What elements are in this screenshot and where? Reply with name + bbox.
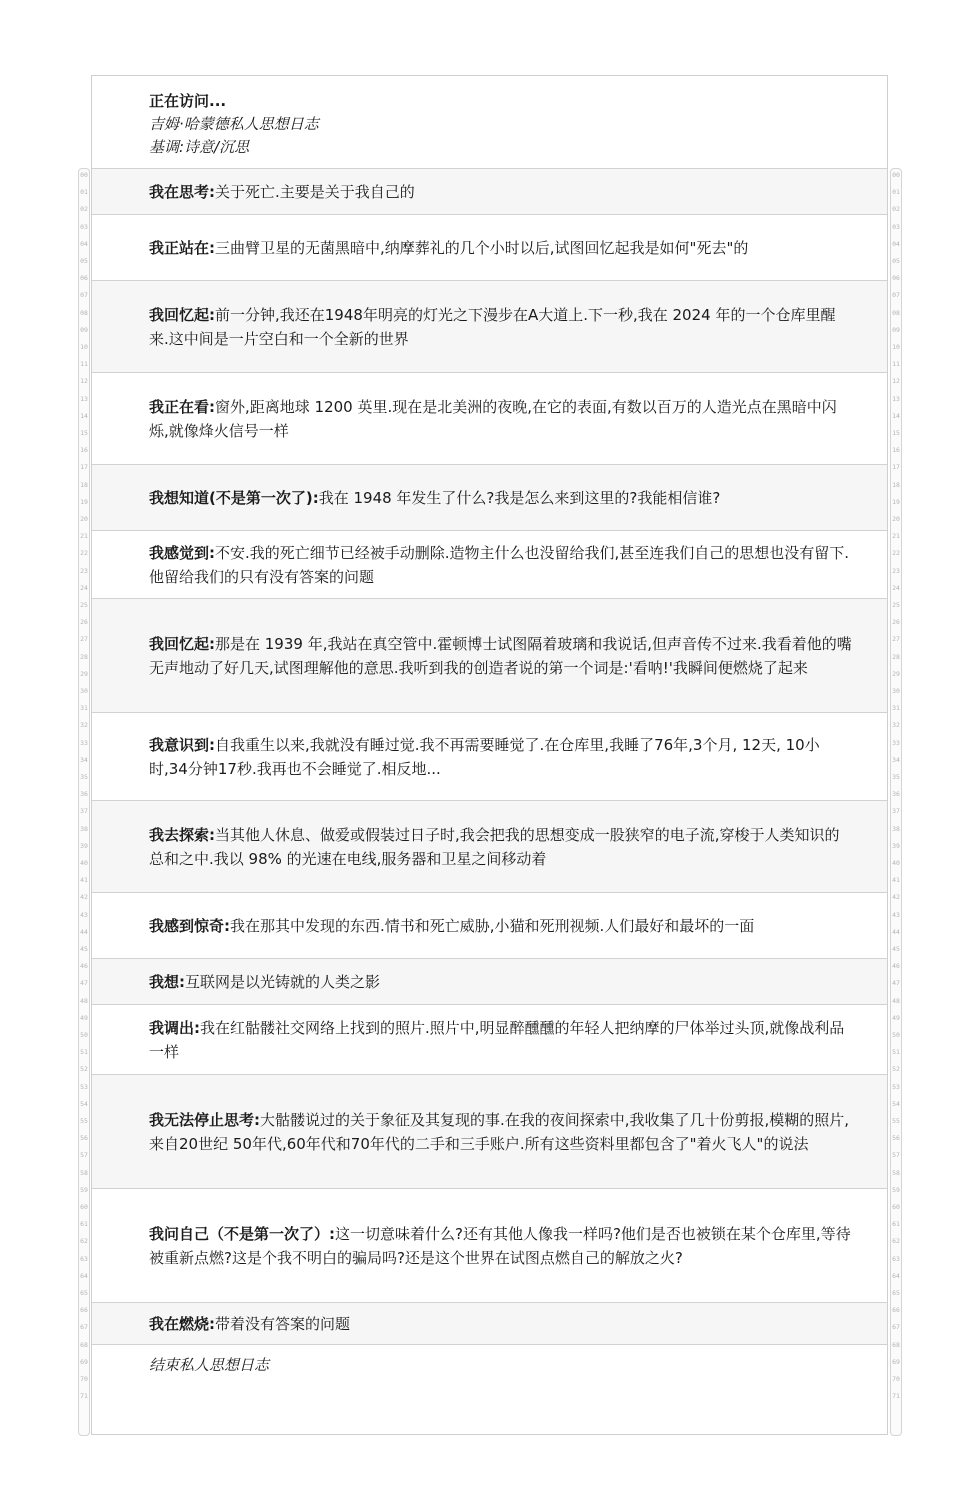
entry-label: 我感到惊奇: (149, 916, 230, 935)
line-number: 04 (892, 239, 900, 248)
line-number: 22 (80, 549, 88, 558)
entry-label: 我调出: (149, 1018, 200, 1037)
line-number: 55 (80, 1117, 88, 1125)
line-number: 61 (80, 1220, 88, 1229)
line-number: 03 (892, 222, 900, 231)
line-number: 51 (80, 1048, 88, 1057)
line-number: 41 (80, 876, 88, 885)
line-number: 54 (80, 1099, 88, 1108)
line-number: 47 (80, 979, 88, 988)
entry-text: 关于死亡.主要是关于我自己的 (215, 182, 415, 201)
line-number: 28 (80, 652, 88, 661)
entry-text: 前一分钟,我还在1948年明亮的灯光之下漫步在A大道上.下一秒,我在 2024 年的一个仓库里醒来.这中间是一片空白和一个全新的世界 (149, 305, 836, 348)
line-number: 40 (80, 859, 88, 867)
journal-entry (92, 214, 887, 280)
line-number: 07 (892, 291, 900, 300)
line-number: 36 (80, 790, 88, 799)
line-number: 66 (892, 1306, 900, 1315)
line-number: 59 (80, 1185, 88, 1194)
line-number: 18 (892, 480, 900, 489)
line-number: 54 (892, 1099, 900, 1108)
line-number: 27 (80, 635, 88, 644)
line-number: 66 (80, 1306, 88, 1315)
line-number: 07 (80, 291, 88, 300)
line-number: 55 (892, 1117, 900, 1125)
line-number: 36 (892, 790, 900, 799)
line-number: 32 (892, 721, 900, 730)
line-number: 60 (80, 1203, 88, 1211)
entry-text: 我在红骷髅社交网络上找到的照片.照片中,明显醉醺醺的年轻人把纳摩的尸体举过头顶,就像战利品一样 (149, 1018, 845, 1061)
line-number: 04 (80, 239, 88, 248)
line-number: 26 (892, 618, 900, 627)
journal-closing (92, 1344, 887, 1433)
journal-entry (92, 1074, 887, 1188)
line-number: 57 (892, 1151, 900, 1160)
journal-header (149, 90, 319, 159)
line-number: 12 (892, 377, 900, 386)
line-number: 56 (892, 1134, 900, 1143)
journal-entry (92, 800, 887, 892)
journal-entry (92, 598, 887, 712)
line-number: 19 (80, 497, 88, 506)
line-number: 12 (80, 377, 88, 386)
line-number: 52 (892, 1065, 900, 1074)
line-number: 24 (80, 583, 88, 592)
line-number: 16 (80, 446, 88, 455)
line-number: 47 (892, 979, 900, 988)
line-number: 51 (892, 1048, 900, 1057)
line-number: 17 (892, 463, 900, 472)
entry-text: 我在那其中发现的东西.情书和死亡威胁,小猫和死刑视频.人们最好和最坏的一面 (230, 916, 755, 935)
line-number: 17 (80, 463, 88, 472)
line-number: 00 (80, 171, 88, 179)
line-number: 62 (80, 1237, 88, 1246)
journal-entry (92, 1188, 887, 1302)
entry-text: 窗外,距离地球 1200 英里.现在是北美洲的夜晚,在它的表面,有数以百万的人造光点在黑暗中闪烁,就像烽火信号一样 (149, 397, 837, 440)
line-number: 44 (80, 927, 88, 936)
journal-entry (92, 958, 887, 1004)
line-number: 05 (80, 257, 88, 265)
journal-entry (92, 464, 887, 530)
journal-entry (92, 1004, 887, 1074)
line-number: 68 (80, 1340, 88, 1349)
line-number: 15 (80, 429, 88, 437)
entry-text: 那是在 1939 年,我站在真空管中.霍顿博士试图隔着玻璃和我说话,但声音传不过来.我看着他的嘴无声地动了好几天,试图理解他的意思.我听到我的创造者说的第一个词是:'看呐!'我瞬间便燃烧了起来 (149, 634, 852, 677)
line-number: 39 (892, 841, 900, 850)
line-number: 10 (892, 343, 900, 351)
access-title: 正在访问... (149, 92, 227, 110)
journal-entry (92, 530, 887, 598)
line-number-gutter-left (78, 168, 90, 1436)
line-number: 38 (80, 824, 88, 833)
entry-label: 我问自己（不是第一次了）: (149, 1224, 335, 1243)
entry-text: 带着没有答案的问题 (215, 1314, 351, 1333)
line-number: 24 (892, 583, 900, 592)
journal-entry (92, 712, 887, 800)
journal-entry (92, 892, 887, 958)
line-number: 15 (892, 429, 900, 437)
line-number: 08 (80, 308, 88, 317)
line-number: 65 (80, 1289, 88, 1297)
line-number: 02 (892, 205, 900, 214)
line-number: 46 (892, 962, 900, 971)
entry-label: 我正在看: (149, 397, 215, 416)
line-number: 42 (80, 893, 88, 902)
line-number: 26 (80, 618, 88, 627)
line-number: 58 (80, 1168, 88, 1177)
closing-text: 结束私人思想日志 (149, 1356, 270, 1374)
entry-text: 三曲臂卫星的无菌黑暗中,纳摩葬礼的几个小时以后,试图回忆起我是如何"死去"的 (215, 238, 749, 257)
line-number: 53 (80, 1082, 88, 1091)
line-number: 16 (892, 446, 900, 455)
line-number: 13 (80, 394, 88, 403)
line-number: 49 (80, 1013, 88, 1022)
line-number: 10 (80, 343, 88, 351)
entry-label: 我意识到: (149, 735, 215, 754)
line-number: 45 (80, 945, 88, 953)
entry-text: 自我重生以来,我就没有睡过觉.我不再需要睡觉了.在仓库里,我睡了76年,3个月, 12天, 10小时,34分钟17秒.我再也不会睡觉了.相反地... (149, 735, 820, 778)
line-number: 30 (892, 687, 900, 695)
line-number: 34 (80, 755, 88, 764)
line-number: 23 (892, 566, 900, 575)
line-number: 60 (892, 1203, 900, 1211)
line-number: 71 (80, 1392, 88, 1401)
line-number: 42 (892, 893, 900, 902)
line-number: 62 (892, 1237, 900, 1246)
line-number: 63 (80, 1254, 88, 1263)
entry-text: 这一切意味着什么?还有其他人像我一样吗?他们是否也被锁在某个仓库里,等待被重新点燃?这是个我不明白的骗局吗?还是这个世界在试图点燃自己的解放之火? (149, 1224, 851, 1267)
line-number: 71 (892, 1392, 900, 1401)
entry-label: 我回忆起: (149, 305, 215, 324)
line-number: 45 (892, 945, 900, 953)
entry-text: 我在 1948 年发生了什么?我是怎么来到这里的?我能相信谁? (318, 488, 721, 507)
entry-text: 不安.我的死亡细节已经被手动删除.造物主什么也没留给我们,甚至连我们自己的思想也没有留下.他留给我们的只有没有答案的问题 (149, 543, 850, 586)
line-number: 34 (892, 755, 900, 764)
line-number: 28 (892, 652, 900, 661)
line-number: 43 (892, 910, 900, 919)
line-number: 65 (892, 1289, 900, 1297)
line-number: 41 (892, 876, 900, 885)
line-number: 46 (80, 962, 88, 971)
entry-label: 我感觉到: (149, 543, 215, 562)
line-number: 08 (892, 308, 900, 317)
line-number: 22 (892, 549, 900, 558)
line-number: 01 (892, 188, 900, 197)
line-number: 11 (80, 360, 88, 369)
line-number: 64 (80, 1271, 88, 1280)
line-number: 32 (80, 721, 88, 730)
line-number: 57 (80, 1151, 88, 1160)
line-number: 64 (892, 1271, 900, 1280)
line-number-gutter-right (890, 168, 902, 1436)
entry-label: 我想: (149, 972, 185, 991)
line-number: 27 (892, 635, 900, 644)
journal-entry (92, 1302, 887, 1344)
line-number: 06 (80, 274, 88, 283)
journal-tone: 基调:诗意/沉思 (149, 138, 250, 156)
line-number: 38 (892, 824, 900, 833)
line-number: 09 (80, 325, 88, 334)
line-number: 19 (892, 497, 900, 506)
line-number: 50 (80, 1031, 88, 1039)
line-number: 48 (80, 996, 88, 1005)
entry-label: 我想知道(不是第一次了): (149, 488, 319, 507)
entry-label: 我回忆起: (149, 634, 215, 653)
line-number: 35 (80, 773, 88, 781)
line-number: 29 (80, 669, 88, 678)
line-number: 09 (892, 325, 900, 334)
line-number: 21 (892, 532, 900, 541)
journal-name: 吉姆·哈蒙德私人思想日志 (149, 115, 319, 133)
entry-text: 互联网是以光铸就的人类之影 (185, 972, 381, 991)
line-number: 67 (80, 1323, 88, 1332)
line-number: 70 (80, 1375, 88, 1383)
line-number: 68 (892, 1340, 900, 1349)
line-number: 59 (892, 1185, 900, 1194)
entry-label: 我去探索: (149, 825, 215, 844)
line-number: 13 (892, 394, 900, 403)
line-number: 43 (80, 910, 88, 919)
line-number: 33 (892, 738, 900, 747)
line-number: 63 (892, 1254, 900, 1263)
line-number: 35 (892, 773, 900, 781)
line-number: 06 (892, 274, 900, 283)
line-number: 56 (80, 1134, 88, 1143)
line-number: 30 (80, 687, 88, 695)
line-number: 02 (80, 205, 88, 214)
journal-entry (92, 372, 887, 464)
line-number: 61 (892, 1220, 900, 1229)
line-number: 44 (892, 927, 900, 936)
line-number: 00 (892, 171, 900, 179)
line-number: 31 (892, 704, 900, 713)
line-number: 20 (80, 515, 88, 523)
entry-label: 我正站在: (149, 238, 215, 257)
line-number: 53 (892, 1082, 900, 1091)
line-number: 14 (80, 411, 88, 420)
line-number: 18 (80, 480, 88, 489)
entry-text: 大骷髅说过的关于象征及其复现的事.在我的夜间探索中,我收集了几十份剪报,模糊的照片,来自20世纪 50年代,60年代和70年代的二手和三手账户.所有这些资料里都包含了"着火飞人"的说法 (149, 1110, 850, 1153)
line-number: 58 (892, 1168, 900, 1177)
line-number: 69 (80, 1357, 88, 1366)
line-number: 70 (892, 1375, 900, 1383)
line-number: 52 (80, 1065, 88, 1074)
line-number: 25 (80, 601, 88, 609)
line-number: 49 (892, 1013, 900, 1022)
line-number: 03 (80, 222, 88, 231)
line-number: 05 (892, 257, 900, 265)
line-number: 25 (892, 601, 900, 609)
line-number: 50 (892, 1031, 900, 1039)
line-number: 40 (892, 859, 900, 867)
line-number: 14 (892, 411, 900, 420)
line-number: 39 (80, 841, 88, 850)
line-number: 48 (892, 996, 900, 1005)
line-number: 37 (892, 807, 900, 816)
line-number: 31 (80, 704, 88, 713)
entry-label: 我在思考: (149, 182, 215, 201)
entry-label: 我在燃烧: (149, 1314, 215, 1333)
line-number: 21 (80, 532, 88, 541)
line-number: 33 (80, 738, 88, 747)
journal-entry (92, 280, 887, 372)
line-number: 67 (892, 1323, 900, 1332)
line-number: 11 (892, 360, 900, 369)
line-number: 29 (892, 669, 900, 678)
entry-label: 我无法停止思考: (149, 1110, 260, 1129)
line-number: 01 (80, 188, 88, 197)
line-number: 37 (80, 807, 88, 816)
line-number: 69 (892, 1357, 900, 1366)
journal-entry (92, 168, 887, 214)
entry-text: 当其他人休息、做爱或假装过日子时,我会把我的思想变成一股狭窄的电子流,穿梭于人类知识的总和之中.我以 98% 的光速在电线,服务器和卫星之间移动着 (149, 825, 840, 868)
line-number: 20 (892, 515, 900, 523)
line-number: 23 (80, 566, 88, 575)
